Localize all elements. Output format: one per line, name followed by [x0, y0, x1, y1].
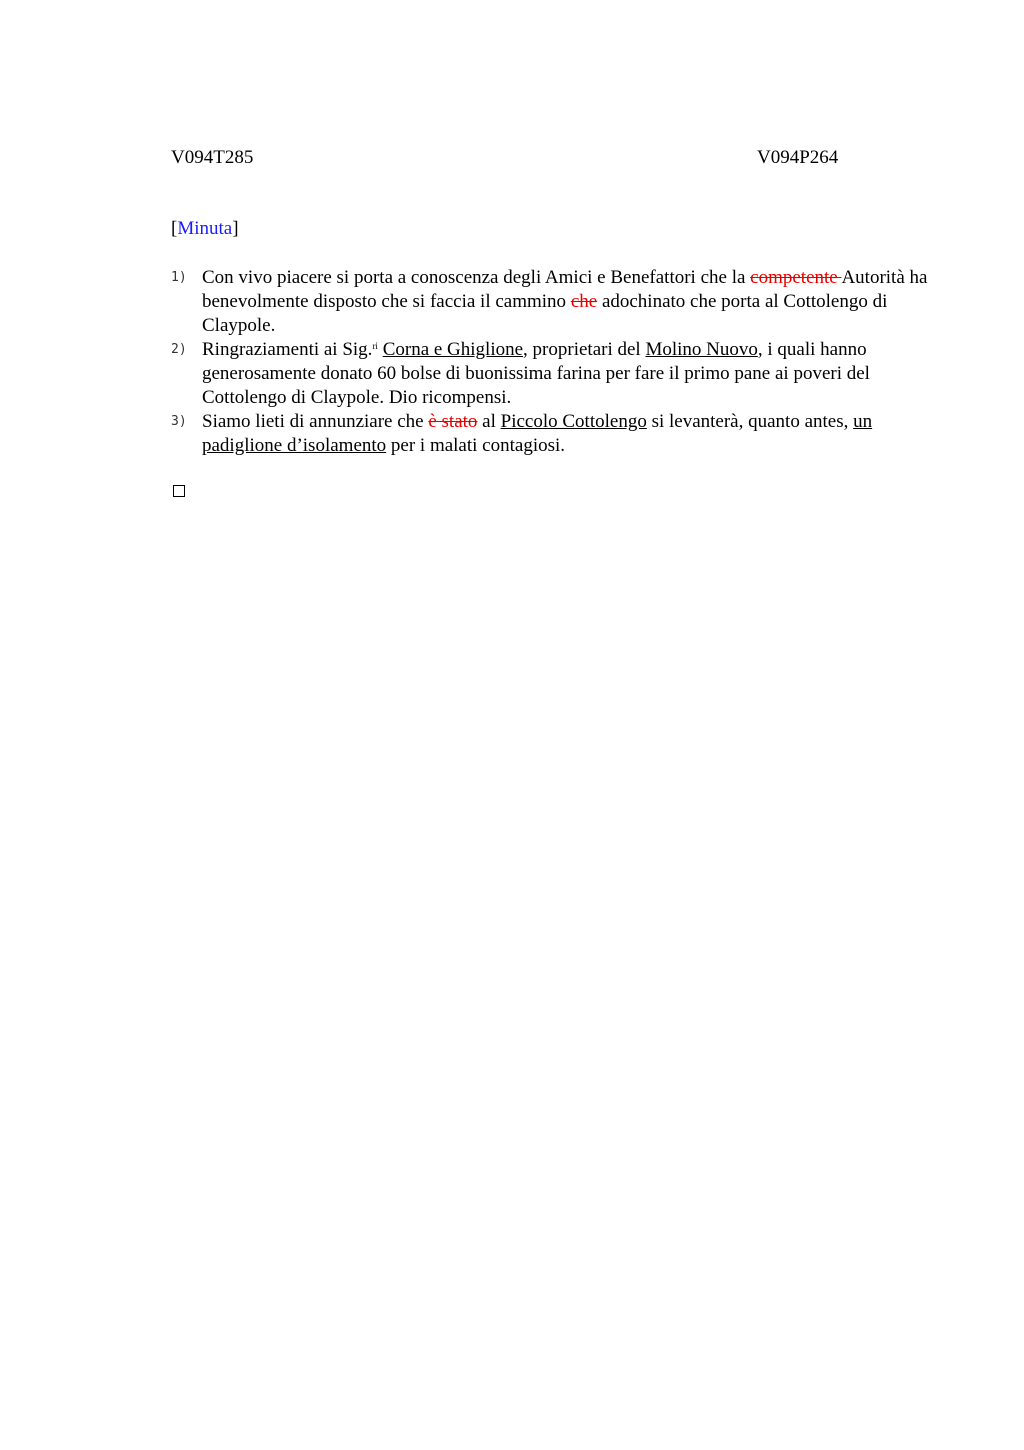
list-item-1	[171, 266, 931, 338]
list-number: 1)	[171, 270, 187, 285]
numbered-list	[171, 266, 931, 458]
list-number: 3)	[171, 414, 187, 429]
item-text: Siamo lieti di annunziare che	[202, 411, 429, 432]
item-text: Autorità ha benevolmente disposto che si faccia il cammino	[202, 267, 928, 312]
deleted-text: competente	[750, 267, 842, 288]
list-item-2	[171, 338, 931, 410]
minuta-label	[171, 218, 239, 240]
item-text: , proprietari del	[523, 339, 646, 360]
bracket-open: [	[171, 218, 178, 239]
deleted-text: è stato	[428, 411, 478, 432]
underlined-text: un padiglione d’isolamento	[202, 411, 873, 456]
superscript-text: ri	[372, 341, 378, 351]
underlined-text: Piccolo Cottolengo	[500, 411, 647, 432]
document-code-right: V094P264	[757, 147, 839, 168]
list-number: 2)	[171, 342, 187, 357]
item-text: Con vivo piacere si porta a conoscenza degli Amici e Benefattori che la	[202, 267, 751, 288]
item-text: Ringraziamenti ai Sig.	[202, 339, 373, 360]
item-text: , i quali hanno generosamente donato 60 bolse di buonissima farina per fare il primo pane ai poveri del Cottolengo di Claypole. Dio ricompensi.	[202, 339, 870, 408]
minuta-text: Minuta	[177, 218, 233, 239]
bracket-close: ]	[232, 218, 239, 239]
item-text: si levanterà, quanto antes,	[646, 411, 854, 432]
underlined-text: Corna e Ghiglione	[382, 339, 524, 360]
item-text: per i malati contagiosi.	[386, 435, 566, 456]
end-square-icon	[173, 485, 185, 497]
list-item-3	[171, 410, 931, 458]
item-text: adochinato che porta al Cottolengo di Claypole.	[202, 291, 888, 336]
deleted-text: che	[570, 291, 598, 312]
item-text: al	[477, 411, 501, 432]
underlined-text: Molino Nuovo	[645, 339, 758, 360]
document-code-left: V094T285	[171, 147, 254, 168]
